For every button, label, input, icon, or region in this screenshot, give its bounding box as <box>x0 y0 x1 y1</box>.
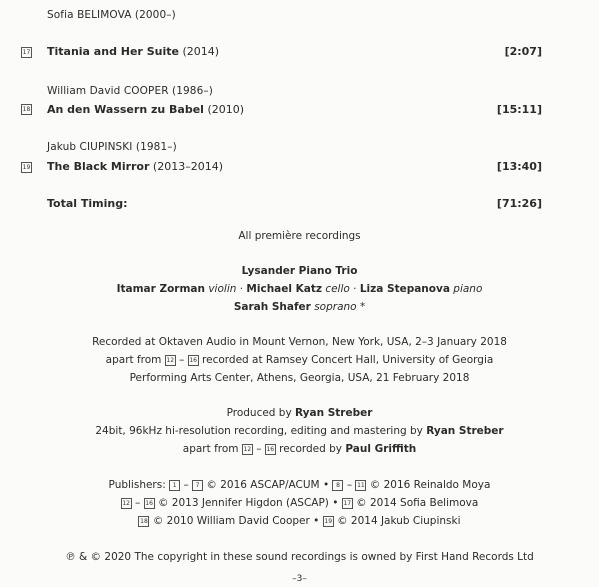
producer-name: Ryan Streber <box>295 407 373 419</box>
publishers-line-1: Publishers: 1 – 7 © 2016 ASCAP/ACUM • 8 – 11 © 2016 Reinaldo Moya <box>108 479 491 491</box>
track-number-box: 17 <box>22 49 31 56</box>
track-year: (2010) <box>207 103 245 116</box>
total-timing-duration: [71:26] <box>496 197 542 210</box>
soprano-line <box>0 301 599 313</box>
track-number-box: 17 <box>343 499 352 507</box>
track-title-line <box>47 45 219 58</box>
performer-role: violin <box>208 283 237 295</box>
track-number-box: 12 <box>166 356 175 364</box>
track-year: (2014) <box>182 45 220 58</box>
performers-line <box>0 283 599 295</box>
track-number-box: 16 <box>266 445 275 453</box>
asterisk-mark: * <box>359 301 366 313</box>
track-duration: [15:11] <box>496 103 542 116</box>
recorded-by-line: apart from 12 – 16 recorded by Paul Griffith <box>182 443 417 455</box>
soprano-name: Sarah Shafer <box>233 301 311 313</box>
publishers-line-3: 18 © 2010 William David Cooper • 19 © 2014 Jakub Ciupinski <box>140 515 461 527</box>
track-year: (2013–2014) <box>152 160 223 173</box>
track-title-line <box>47 160 223 173</box>
track-number-box: 11 <box>357 481 365 489</box>
performer-role: piano <box>453 283 483 295</box>
track-number-box: 19 <box>324 517 333 525</box>
produced-line: Produced by Ryan Streber <box>226 407 373 419</box>
track-title-line <box>47 103 244 116</box>
composer-name: Jakub CIUPINSKI (1981–) <box>47 141 177 153</box>
composer-name: Sofia BELIMOVA (2000–) <box>47 9 176 21</box>
track-number-box: 12 <box>243 445 252 453</box>
track-duration: [2:07] <box>504 45 542 58</box>
separator-dot: · <box>353 283 357 295</box>
engineer-name: Ryan Streber <box>426 425 504 437</box>
track-title: The Black Mirror <box>47 160 150 173</box>
recorded-line-2: apart from 12 – 16 recorded at Ramsey Concert Hall, University of Georgia <box>105 354 494 366</box>
track-title: Titania and Her Suite <box>47 45 179 58</box>
publishers-line-2: 12 – 16 © 2013 Jennifer Higdon (ASCAP) • 17 © 2014 Sofia Belimova <box>122 497 479 509</box>
composer-name: William David COOPER (1986–) <box>47 85 213 97</box>
performer-role: cello <box>325 283 350 295</box>
soprano-role: soprano <box>314 301 357 313</box>
track-number-box: 18 <box>140 517 148 525</box>
track-title: An den Wassern zu Babel <box>47 103 204 116</box>
track-number-box: 18 <box>22 106 31 113</box>
recorded-line-1: Recorded at Oktaven Audio in Mount Vernon, New York, USA, 2–3 January 2018 <box>92 336 507 348</box>
performer-name: Michael Katz <box>246 283 322 295</box>
track-number-box: 19 <box>22 164 31 171</box>
performer-name: Itamar Zorman <box>116 283 205 295</box>
track-number-box: 16 <box>145 499 153 507</box>
track-number-box: 8 <box>332 480 343 491</box>
track-number-box: 7 <box>192 480 203 491</box>
track-number-box: 1 <box>169 480 180 491</box>
recordist-name: Paul Griffith <box>345 443 417 455</box>
page-number: –3– <box>292 574 307 584</box>
separator-dot: · <box>239 283 244 295</box>
recorded-line-3: Performing Arts Center, Athens, Georgia, USA, 21 February 2018 <box>129 372 470 384</box>
performer-name: Liza Stepanova <box>359 283 450 295</box>
ensemble-name: Lysander Piano Trio <box>241 265 358 277</box>
track-duration: [13:40] <box>496 160 542 173</box>
hires-line: 24bit, 96kHz hi-resolution recording, editing and mastering by Ryan Streber <box>95 425 504 437</box>
track-number-box: 16 <box>189 356 197 364</box>
total-timing-label: Total Timing: <box>47 197 128 210</box>
premiere-note: All première recordings <box>238 230 361 242</box>
copyright-line: ℗ & © 2020 The copyright in these sound recordings is owned by First Hand Records Ltd <box>65 551 534 563</box>
track-number-box: 12 <box>122 499 130 507</box>
